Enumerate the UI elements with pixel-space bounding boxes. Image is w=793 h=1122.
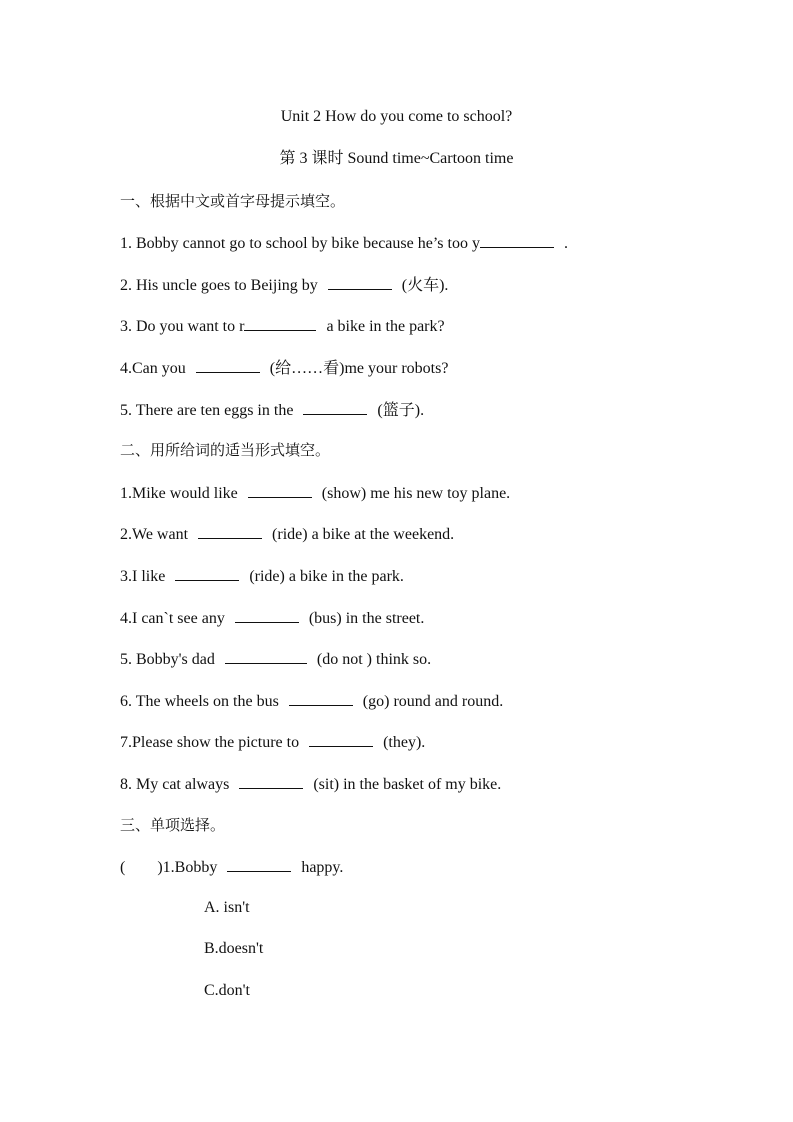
answer-blank[interactable] <box>303 399 367 415</box>
option-a[interactable]: A. isn't <box>204 899 250 916</box>
s1-question-3: 3. Do you want to r a bike in the park? <box>120 315 445 337</box>
s2-question-7: 7.Please show the picture to (they). <box>120 731 425 753</box>
s2-question-2: 2.We want (ride) a bike at the weekend. <box>120 523 454 545</box>
answer-blank[interactable] <box>480 232 554 248</box>
answer-blank[interactable] <box>225 648 307 664</box>
answer-blank[interactable] <box>196 357 260 373</box>
answer-paren[interactable]: ( ) <box>120 859 163 876</box>
option-b[interactable]: B.doesn't <box>204 940 264 957</box>
answer-blank[interactable] <box>328 274 392 290</box>
page-subtitle: 第 3 课时 Sound time~Cartoon time <box>279 150 514 167</box>
answer-blank[interactable] <box>198 523 262 539</box>
option-c[interactable]: C.don't <box>204 982 250 999</box>
page-title: Unit 2 How do you come to school? <box>280 108 513 125</box>
answer-blank[interactable] <box>227 856 291 872</box>
s3-question-1: ( )1.Bobby happy. <box>120 856 343 878</box>
answer-blank[interactable] <box>175 565 239 581</box>
s2-question-4: 4.I can`t see any (bus) in the street. <box>120 607 424 629</box>
section-2-heading: 二、用所给词的适当形式填空。 <box>120 441 331 459</box>
section-3-heading: 三、单项选择。 <box>120 816 226 834</box>
s2-question-3: 3.I like (ride) a bike in the park. <box>120 565 404 587</box>
s2-question-1: 1.Mike would like (show) me his new toy plane. <box>120 482 510 504</box>
answer-blank[interactable] <box>239 773 303 789</box>
section-1-heading: 一、根据中文或首字母提示填空。 <box>120 192 346 210</box>
s2-question-8: 8. My cat always (sit) in the basket of my bike. <box>120 773 501 795</box>
s2-question-6: 6. The wheels on the bus (go) round and round. <box>120 690 503 712</box>
answer-blank[interactable] <box>244 315 316 331</box>
answer-blank[interactable] <box>248 482 312 498</box>
s1-question-2: 2. His uncle goes to Beijing by (火车). <box>120 274 448 296</box>
answer-blank[interactable] <box>309 731 373 747</box>
s1-question-5: 5. There are ten eggs in the (篮子). <box>120 399 424 421</box>
s1-question-4: 4.Can you (给……看)me your robots? <box>120 357 448 379</box>
answer-blank[interactable] <box>289 690 353 706</box>
answer-blank[interactable] <box>235 607 299 623</box>
s1-question-1: 1. Bobby cannot go to school by bike because he’s too y . <box>120 232 568 254</box>
s2-question-5: 5. Bobby's dad (do not ) think so. <box>120 648 431 670</box>
